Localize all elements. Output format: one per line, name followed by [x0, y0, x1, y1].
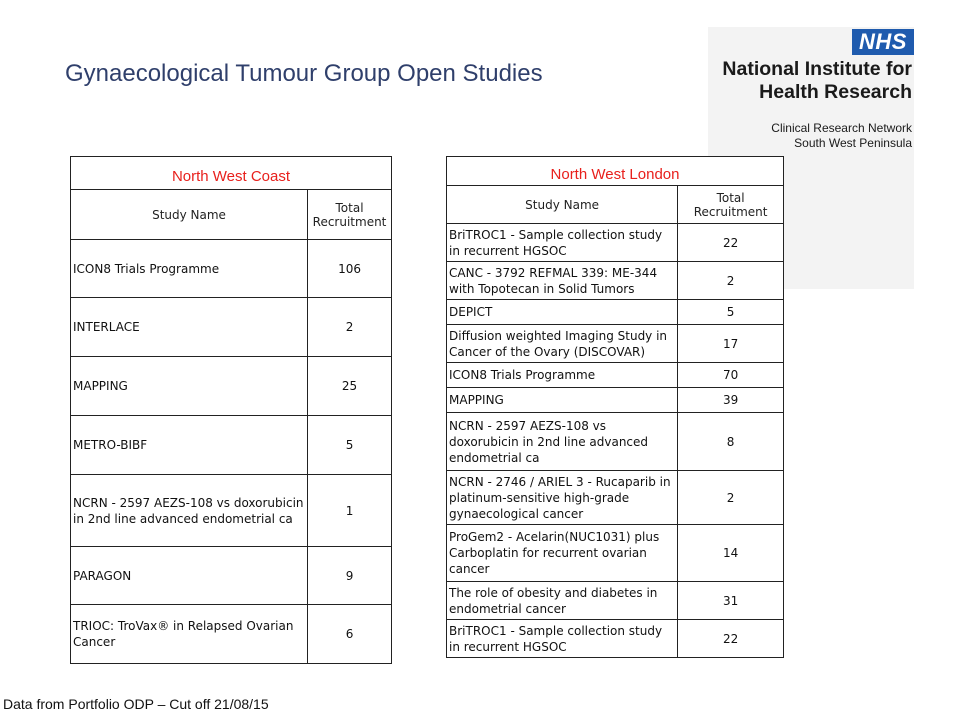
recruitment-value: 17 [678, 325, 784, 363]
recruitment-value: 5 [678, 300, 784, 325]
table-row [71, 357, 392, 416]
table-row [447, 582, 784, 620]
network-name-line: South West Peninsula [794, 136, 912, 150]
footnote: Data from Portfolio ODP – Cut off 21/08/15 [3, 696, 269, 712]
study-name: The role of obesity and diabetes in endometrial cancer [447, 582, 678, 620]
column-header-study: Study Name [447, 186, 678, 224]
table-row [447, 325, 784, 363]
table-row [71, 298, 392, 357]
recruitment-value: 22 [678, 224, 784, 262]
recruitment-value: 22 [678, 620, 784, 658]
study-name: TRIOC: TroVax® in Relapsed Ovarian Cancer [71, 605, 308, 664]
study-name: DEPICT [447, 300, 678, 325]
recruitment-value: 8 [678, 413, 784, 471]
recruitment-value: 2 [678, 471, 784, 525]
table-row [71, 605, 392, 664]
study-name: CANC - 3792 REFMAL 339: ME-344 with Topotecan in Solid Tumors [447, 262, 678, 300]
north-west-london-table [446, 156, 784, 658]
org-name-line: Health Research [759, 81, 912, 103]
recruitment-value: 31 [678, 582, 784, 620]
study-name: ProGem2 - Acelarin(NUC1031) plus Carboplatin for recurrent ovarian cancer [447, 525, 678, 582]
table-row [71, 547, 392, 605]
column-header-study: Study Name [71, 190, 308, 240]
table-row [71, 416, 392, 475]
north-west-coast-table [70, 156, 392, 664]
column-header-recruitment: Total Recruitment [308, 190, 392, 240]
org-name [702, 58, 912, 104]
recruitment-value: 6 [308, 605, 392, 664]
study-name: ICON8 Trials Programme [71, 240, 308, 298]
table-row [447, 413, 784, 471]
table-row [447, 224, 784, 262]
nhs-badge: NHS [852, 29, 914, 55]
table-row [447, 300, 784, 325]
study-name: BriTROC1 - Sample collection study in recurrent HGSOC [447, 224, 678, 262]
table-title: North West London [447, 157, 784, 186]
org-name-line: National Institute for [722, 58, 912, 80]
recruitment-value: 2 [308, 298, 392, 357]
recruitment-value: 9 [308, 547, 392, 605]
table-row [447, 262, 784, 300]
study-name: METRO-BIBF [71, 416, 308, 475]
recruitment-value: 25 [308, 357, 392, 416]
recruitment-value: 1 [308, 475, 392, 547]
table-body [447, 224, 784, 658]
table-row [447, 363, 784, 388]
study-name: NCRN - 2597 AEZS-108 vs doxorubicin in 2nd line advanced endometrial ca [71, 475, 308, 547]
study-name: INTERLACE [71, 298, 308, 357]
study-name: MAPPING [71, 357, 308, 416]
recruitment-value: 39 [678, 388, 784, 413]
table-row [447, 525, 784, 582]
recruitment-value: 70 [678, 363, 784, 388]
network-name [702, 121, 912, 151]
page-title: Gynaecological Tumour Group Open Studies [65, 60, 543, 87]
table-row [71, 475, 392, 547]
column-header-recruitment: Total Recruitment [678, 186, 784, 224]
study-name: NCRN - 2597 AEZS-108 vs doxorubicin in 2nd line advanced endometrial ca [447, 413, 678, 471]
table-row [447, 471, 784, 525]
network-name-line: Clinical Research Network [771, 121, 912, 135]
table-row [447, 388, 784, 413]
table-row [71, 240, 392, 298]
table-body [71, 240, 392, 664]
study-name: NCRN - 2746 / ARIEL 3 - Rucaparib in platinum-sensitive high-grade gynaecological cancer [447, 471, 678, 525]
table-row [447, 620, 784, 658]
recruitment-value: 106 [308, 240, 392, 298]
table-title: North West Coast [71, 157, 392, 190]
study-name: MAPPING [447, 388, 678, 413]
recruitment-value: 5 [308, 416, 392, 475]
study-name: ICON8 Trials Programme [447, 363, 678, 388]
recruitment-value: 2 [678, 262, 784, 300]
study-name: PARAGON [71, 547, 308, 605]
study-name: Diffusion weighted Imaging Study in Cancer of the Ovary (DISCOVAR) [447, 325, 678, 363]
study-name: BriTROC1 - Sample collection study in recurrent HGSOC [447, 620, 678, 658]
recruitment-value: 14 [678, 525, 784, 582]
